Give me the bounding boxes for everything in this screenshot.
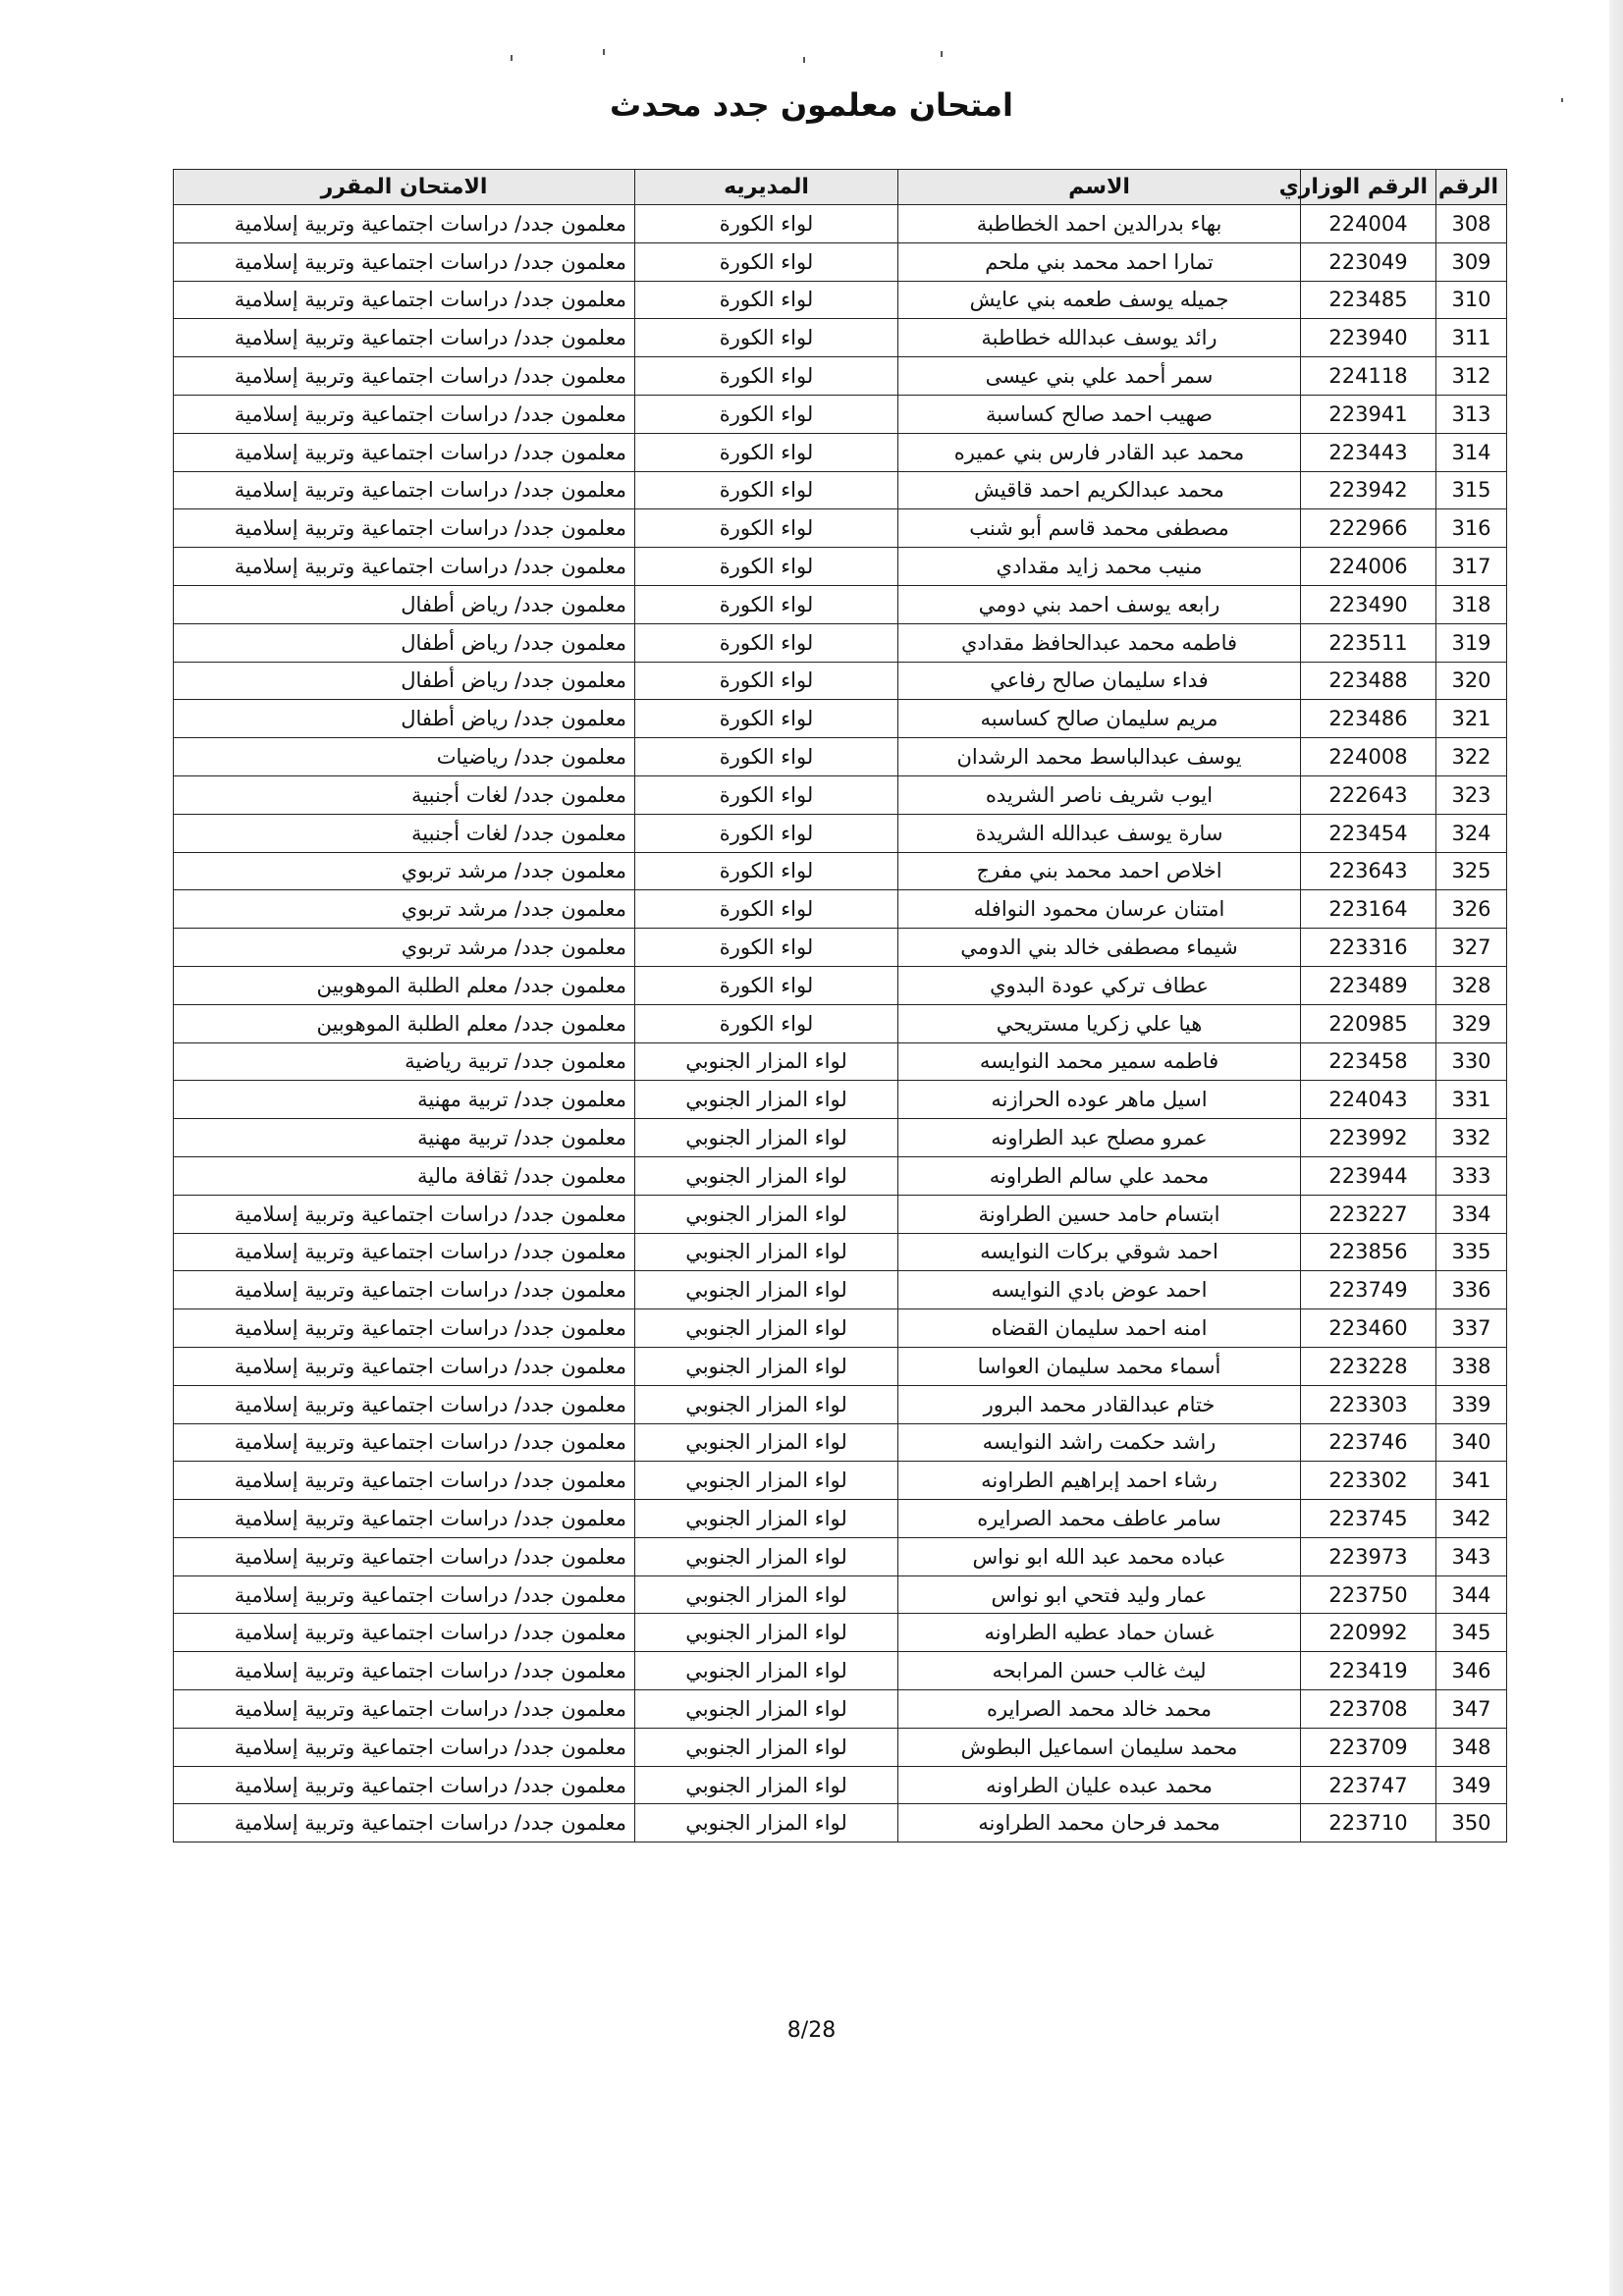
cell-name: صهيب احمد صالح كساسبة (898, 395, 1301, 433)
table-row (174, 281, 1507, 319)
table-row (174, 1690, 1507, 1729)
scan-speck (941, 51, 943, 57)
cell-num: 310 (1436, 281, 1507, 319)
table-row (174, 205, 1507, 243)
cell-name: رابعه يوسف احمد بني دومي (898, 585, 1301, 623)
cell-directorate: لواء الكورة (635, 775, 898, 814)
cell-directorate: لواء المزار الجنوبي (635, 1728, 898, 1766)
cell-name: اخلاص احمد محمد بني مفرج (898, 852, 1301, 890)
cell-ministry-id: 223443 (1301, 433, 1436, 471)
table-row (174, 1614, 1507, 1652)
cell-num: 329 (1436, 1004, 1507, 1042)
cell-num: 325 (1436, 852, 1507, 890)
cell-ministry-id: 223489 (1301, 966, 1436, 1004)
cell-exam: معلمون جدد/ دراسات اجتماعية وتربية إسلامية (174, 1690, 635, 1729)
scan-speck (603, 49, 605, 55)
header-ministry-id: الرقم الوزاري (1301, 170, 1436, 205)
cell-ministry-id: 223709 (1301, 1728, 1436, 1766)
table-row (174, 1766, 1507, 1804)
cell-directorate: لواء المزار الجنوبي (635, 1575, 898, 1614)
cell-num: 334 (1436, 1195, 1507, 1233)
cell-exam: معلمون جدد/ رياض أطفال (174, 662, 635, 700)
table-body (174, 205, 1507, 1842)
cell-name: مصطفى محمد قاسم أبو شنب (898, 509, 1301, 548)
cell-num: 338 (1436, 1347, 1507, 1385)
cell-directorate: لواء المزار الجنوبي (635, 1042, 898, 1081)
cell-ministry-id: 223643 (1301, 852, 1436, 890)
cell-ministry-id: 220985 (1301, 1004, 1436, 1042)
cell-num: 323 (1436, 775, 1507, 814)
table-row (174, 814, 1507, 852)
cell-num: 324 (1436, 814, 1507, 852)
cell-directorate: لواء الكورة (635, 281, 898, 319)
cell-name: تمارا احمد محمد بني ملحم (898, 242, 1301, 281)
cell-exam: معلمون جدد/ تربية مهنية (174, 1081, 635, 1119)
cell-name: جميله يوسف طعمه بني عايش (898, 281, 1301, 319)
cell-exam: معلمون جدد/ دراسات اجتماعية وتربية إسلامية (174, 1652, 635, 1690)
table-row (174, 1500, 1507, 1538)
table-row (174, 738, 1507, 776)
cell-name: رائد يوسف عبدالله خطاطبة (898, 319, 1301, 357)
cell-num: 332 (1436, 1119, 1507, 1157)
table-header-row (174, 170, 1507, 205)
cell-directorate: لواء الكورة (635, 395, 898, 433)
cell-directorate: لواء الكورة (635, 966, 898, 1004)
cell-ministry-id: 223458 (1301, 1042, 1436, 1081)
cell-ministry-id: 224004 (1301, 205, 1436, 243)
cell-ministry-id: 223747 (1301, 1766, 1436, 1804)
cell-name: هيا علي زكريا مستريحي (898, 1004, 1301, 1042)
cell-name: امنه احمد سليمان القضاه (898, 1309, 1301, 1348)
cell-ministry-id: 223941 (1301, 395, 1436, 433)
cell-name: احمد عوض بادي النوايسه (898, 1271, 1301, 1309)
cell-directorate: لواء المزار الجنوبي (635, 1081, 898, 1119)
cell-name: محمد سليمان اسماعيل البطوش (898, 1728, 1301, 1766)
cell-exam: معلمون جدد/ دراسات اجتماعية وتربية إسلامية (174, 509, 635, 548)
cell-num: 313 (1436, 395, 1507, 433)
cell-directorate: لواء الكورة (635, 357, 898, 396)
cell-ministry-id: 222643 (1301, 775, 1436, 814)
cell-num: 327 (1436, 929, 1507, 967)
cell-ministry-id: 223303 (1301, 1385, 1436, 1423)
cell-exam: معلمون جدد/ دراسات اجتماعية وتربية إسلامية (174, 395, 635, 433)
cell-exam: معلمون جدد/ دراسات اجتماعية وتربية إسلامية (174, 1462, 635, 1500)
cell-exam: معلمون جدد/ لغات أجنبية (174, 814, 635, 852)
cell-ministry-id: 223942 (1301, 471, 1436, 509)
cell-exam: معلمون جدد/ دراسات اجتماعية وتربية إسلامية (174, 1804, 635, 1842)
cell-num: 322 (1436, 738, 1507, 776)
cell-num: 335 (1436, 1233, 1507, 1271)
cell-exam: معلمون جدد/ دراسات اجتماعية وتربية إسلامية (174, 548, 635, 586)
cell-num: 336 (1436, 1271, 1507, 1309)
cell-num: 331 (1436, 1081, 1507, 1119)
cell-exam: معلمون جدد/ دراسات اجتماعية وتربية إسلامية (174, 242, 635, 281)
table-row (174, 433, 1507, 471)
cell-ministry-id: 223316 (1301, 929, 1436, 967)
scan-page-edge (1609, 0, 1623, 2296)
header-name: الاسم (898, 170, 1301, 205)
cell-ministry-id: 223856 (1301, 1233, 1436, 1271)
cell-num: 337 (1436, 1309, 1507, 1348)
cell-ministry-id: 223419 (1301, 1652, 1436, 1690)
cell-num: 340 (1436, 1423, 1507, 1462)
cell-ministry-id: 222966 (1301, 509, 1436, 548)
table-row (174, 966, 1507, 1004)
table-row (174, 775, 1507, 814)
table-row (174, 1728, 1507, 1766)
cell-directorate: لواء الكورة (635, 319, 898, 357)
cell-ministry-id: 223460 (1301, 1309, 1436, 1348)
cell-name: سامر عاطف محمد الصرايره (898, 1500, 1301, 1538)
cell-exam: معلمون جدد/ دراسات اجتماعية وتربية إسلامية (174, 357, 635, 396)
table-row (174, 1423, 1507, 1462)
cell-name: محمد عبده عليان الطراونه (898, 1766, 1301, 1804)
cell-exam: معلمون جدد/ رياضيات (174, 738, 635, 776)
cell-num: 345 (1436, 1614, 1507, 1652)
cell-num: 328 (1436, 966, 1507, 1004)
cell-exam: معلمون جدد/ دراسات اجتماعية وتربية إسلامية (174, 1728, 635, 1766)
table-row (174, 1042, 1507, 1081)
cell-directorate: لواء المزار الجنوبي (635, 1537, 898, 1575)
cell-directorate: لواء المزار الجنوبي (635, 1385, 898, 1423)
cell-ministry-id: 223049 (1301, 242, 1436, 281)
cell-name: منيب محمد زايد مقدادي (898, 548, 1301, 586)
cell-directorate: لواء المزار الجنوبي (635, 1119, 898, 1157)
cell-directorate: لواء المزار الجنوبي (635, 1271, 898, 1309)
cell-num: 339 (1436, 1385, 1507, 1423)
cell-ministry-id: 223745 (1301, 1500, 1436, 1538)
cell-name: محمد عبد القادر فارس بني عميره (898, 433, 1301, 471)
cell-num: 318 (1436, 585, 1507, 623)
cell-exam: معلمون جدد/ دراسات اجتماعية وتربية إسلامية (174, 1537, 635, 1575)
table-row (174, 242, 1507, 281)
table-row (174, 471, 1507, 509)
table-row (174, 662, 1507, 700)
cell-num: 309 (1436, 242, 1507, 281)
cell-num: 347 (1436, 1690, 1507, 1729)
cell-directorate: لواء المزار الجنوبي (635, 1423, 898, 1462)
cell-name: امتنان عرسان محمود النوافله (898, 890, 1301, 929)
cell-num: 344 (1436, 1575, 1507, 1614)
table-row (174, 357, 1507, 396)
cell-exam: معلمون جدد/ معلم الطلبة الموهوبين (174, 966, 635, 1004)
cell-num: 350 (1436, 1804, 1507, 1842)
table-row (174, 1233, 1507, 1271)
cell-name: محمد عبدالكريم احمد قاقيش (898, 471, 1301, 509)
cell-ministry-id: 223746 (1301, 1423, 1436, 1462)
cell-directorate: لواء المزار الجنوبي (635, 1347, 898, 1385)
cell-exam: معلمون جدد/ دراسات اجتماعية وتربية إسلامية (174, 1309, 635, 1348)
cell-directorate: لواء المزار الجنوبي (635, 1652, 898, 1690)
cell-num: 316 (1436, 509, 1507, 548)
table-row (174, 585, 1507, 623)
table-row (174, 1537, 1507, 1575)
table-row (174, 1804, 1507, 1842)
cell-ministry-id: 223485 (1301, 281, 1436, 319)
cell-ministry-id: 223490 (1301, 585, 1436, 623)
cell-exam: معلمون جدد/ لغات أجنبية (174, 775, 635, 814)
cell-name: اسيل ماهر عوده الحرازنه (898, 1081, 1301, 1119)
cell-directorate: لواء المزار الجنوبي (635, 1766, 898, 1804)
cell-name: فاطمه سمير محمد النوايسه (898, 1042, 1301, 1081)
cell-exam: معلمون جدد/ دراسات اجتماعية وتربية إسلامية (174, 1233, 635, 1271)
cell-ministry-id: 223228 (1301, 1347, 1436, 1385)
cell-exam: معلمون جدد/ دراسات اجتماعية وتربية إسلامية (174, 205, 635, 243)
cell-num: 312 (1436, 357, 1507, 396)
cell-directorate: لواء الكورة (635, 471, 898, 509)
cell-ministry-id: 223708 (1301, 1690, 1436, 1729)
cell-name: محمد فرحان محمد الطراونه (898, 1804, 1301, 1842)
table-row (174, 929, 1507, 967)
cell-exam: معلمون جدد/ دراسات اجتماعية وتربية إسلامية (174, 1766, 635, 1804)
cell-exam: معلمون جدد/ معلم الطلبة الموهوبين (174, 1004, 635, 1042)
cell-name: مريم سليمان صالح كساسبه (898, 700, 1301, 738)
cell-num: 319 (1436, 623, 1507, 662)
cell-num: 348 (1436, 1728, 1507, 1766)
cell-exam: معلمون جدد/ دراسات اجتماعية وتربية إسلامية (174, 1575, 635, 1614)
cell-exam: معلمون جدد/ دراسات اجتماعية وتربية إسلامية (174, 319, 635, 357)
cell-num: 311 (1436, 319, 1507, 357)
cell-directorate: لواء المزار الجنوبي (635, 1690, 898, 1729)
cell-exam: معلمون جدد/ دراسات اجتماعية وتربية إسلامية (174, 1347, 635, 1385)
table-row (174, 1156, 1507, 1195)
table-row (174, 509, 1507, 548)
scan-speck (803, 57, 805, 63)
cell-exam: معلمون جدد/ دراسات اجتماعية وتربية إسلامية (174, 433, 635, 471)
cell-directorate: لواء الكورة (635, 929, 898, 967)
cell-num: 346 (1436, 1652, 1507, 1690)
cell-name: أسماء محمد سليمان العواسا (898, 1347, 1301, 1385)
cell-directorate: لواء المزار الجنوبي (635, 1462, 898, 1500)
cell-name: ابتسام حامد حسين الطراونة (898, 1195, 1301, 1233)
cell-directorate: لواء الكورة (635, 1004, 898, 1042)
cell-ministry-id: 224043 (1301, 1081, 1436, 1119)
cell-ministry-id: 223944 (1301, 1156, 1436, 1195)
header-num: الرقم (1436, 170, 1507, 205)
cell-name: رشاء احمد إبراهيم الطراونه (898, 1462, 1301, 1500)
cell-exam: معلمون جدد/ دراسات اجتماعية وتربية إسلامية (174, 1423, 635, 1462)
cell-directorate: لواء الكورة (635, 623, 898, 662)
cell-num: 317 (1436, 548, 1507, 586)
cell-exam: معلمون جدد/ رياض أطفال (174, 700, 635, 738)
cell-name: غسان حماد عطيه الطراونه (898, 1614, 1301, 1652)
cell-ministry-id: 223992 (1301, 1119, 1436, 1157)
table-row (174, 1652, 1507, 1690)
cell-ministry-id: 223511 (1301, 623, 1436, 662)
table-row (174, 1004, 1507, 1042)
cell-ministry-id: 223940 (1301, 319, 1436, 357)
cell-exam: معلمون جدد/ ثقافة مالية (174, 1156, 635, 1195)
table-row (174, 1309, 1507, 1348)
table-row (174, 1119, 1507, 1157)
cell-exam: معلمون جدد/ دراسات اجتماعية وتربية إسلامية (174, 281, 635, 319)
cell-exam: معلمون جدد/ رياض أطفال (174, 585, 635, 623)
cell-directorate: لواء الكورة (635, 852, 898, 890)
cell-name: راشد حكمت راشد النوايسه (898, 1423, 1301, 1462)
cell-name: ليث غالب حسن المرابحه (898, 1652, 1301, 1690)
cell-name: يوسف عبدالباسط محمد الرشدان (898, 738, 1301, 776)
cell-directorate: لواء الكورة (635, 585, 898, 623)
candidates-table (173, 169, 1507, 1842)
cell-directorate: لواء الكورة (635, 242, 898, 281)
cell-exam: معلمون جدد/ دراسات اجتماعية وتربية إسلامية (174, 1385, 635, 1423)
page-title: امتحان معلمون جدد محدث (610, 86, 1013, 124)
cell-directorate: لواء الكورة (635, 433, 898, 471)
cell-directorate: لواء المزار الجنوبي (635, 1500, 898, 1538)
header-exam: الامتحان المقرر (174, 170, 635, 205)
cell-num: 314 (1436, 433, 1507, 471)
cell-directorate: لواء المزار الجنوبي (635, 1233, 898, 1271)
cell-name: احمد شوقي بركات النوايسه (898, 1233, 1301, 1271)
cell-ministry-id: 224006 (1301, 548, 1436, 586)
cell-ministry-id: 223164 (1301, 890, 1436, 929)
cell-ministry-id: 223227 (1301, 1195, 1436, 1233)
cell-directorate: لواء الكورة (635, 662, 898, 700)
table-row (174, 548, 1507, 586)
table-row (174, 1575, 1507, 1614)
scan-speck (511, 55, 513, 61)
cell-ministry-id: 223750 (1301, 1575, 1436, 1614)
cell-name: عطاف تركي عودة البدوي (898, 966, 1301, 1004)
table-row (174, 1081, 1507, 1119)
cell-directorate: لواء المزار الجنوبي (635, 1309, 898, 1348)
table-row (174, 1195, 1507, 1233)
cell-exam: معلمون جدد/ مرشد تربوي (174, 929, 635, 967)
cell-exam: معلمون جدد/ دراسات اجتماعية وتربية إسلامية (174, 1195, 635, 1233)
cell-exam: معلمون جدد/ تربية مهنية (174, 1119, 635, 1157)
cell-name: شيماء مصطفى خالد بني الدومي (898, 929, 1301, 967)
cell-directorate: لواء المزار الجنوبي (635, 1156, 898, 1195)
cell-name: عمار وليد فتحي ابو نواس (898, 1575, 1301, 1614)
page-number: 8/28 (786, 2018, 837, 2043)
cell-name: فداء سليمان صالح رفاعي (898, 662, 1301, 700)
cell-num: 330 (1436, 1042, 1507, 1081)
cell-ministry-id: 223302 (1301, 1462, 1436, 1500)
cell-num: 315 (1436, 471, 1507, 509)
table-row (174, 1462, 1507, 1500)
table-row (174, 1385, 1507, 1423)
cell-ministry-id: 220992 (1301, 1614, 1436, 1652)
cell-num: 349 (1436, 1766, 1507, 1804)
table-row (174, 623, 1507, 662)
cell-directorate: لواء الكورة (635, 738, 898, 776)
cell-name: فاطمه محمد عبدالحافظ مقدادي (898, 623, 1301, 662)
cell-exam: معلمون جدد/ دراسات اجتماعية وتربية إسلامية (174, 1271, 635, 1309)
cell-ministry-id: 223710 (1301, 1804, 1436, 1842)
cell-name: ختام عبدالقادر محمد البرور (898, 1385, 1301, 1423)
cell-ministry-id: 224008 (1301, 738, 1436, 776)
cell-exam: معلمون جدد/ رياض أطفال (174, 623, 635, 662)
cell-directorate: لواء الكورة (635, 890, 898, 929)
cell-ministry-id: 224118 (1301, 357, 1436, 396)
cell-name: سارة يوسف عبدالله الشريدة (898, 814, 1301, 852)
cell-num: 326 (1436, 890, 1507, 929)
table-row (174, 395, 1507, 433)
cell-num: 341 (1436, 1462, 1507, 1500)
cell-exam: معلمون جدد/ مرشد تربوي (174, 852, 635, 890)
table-row (174, 1271, 1507, 1309)
table-row (174, 890, 1507, 929)
cell-ministry-id: 223973 (1301, 1537, 1436, 1575)
table-row (174, 319, 1507, 357)
header-directorate: المديريه (635, 170, 898, 205)
table-row (174, 700, 1507, 738)
cell-num: 342 (1436, 1500, 1507, 1538)
cell-name: سمر أحمد علي بني عيسى (898, 357, 1301, 396)
cell-directorate: لواء الكورة (635, 814, 898, 852)
cell-directorate: لواء الكورة (635, 548, 898, 586)
cell-name: بهاء بدرالدين احمد الخطاطبة (898, 205, 1301, 243)
table-row (174, 852, 1507, 890)
table-row (174, 1347, 1507, 1385)
cell-directorate: لواء الكورة (635, 700, 898, 738)
cell-ministry-id: 223749 (1301, 1271, 1436, 1309)
cell-name: عمرو مصلح عبد الطراونه (898, 1119, 1301, 1157)
cell-directorate: لواء الكورة (635, 509, 898, 548)
cell-name: محمد خالد محمد الصرايره (898, 1690, 1301, 1729)
cell-directorate: لواء المزار الجنوبي (635, 1804, 898, 1842)
cell-exam: معلمون جدد/ دراسات اجتماعية وتربية إسلامية (174, 471, 635, 509)
cell-exam: معلمون جدد/ دراسات اجتماعية وتربية إسلامية (174, 1614, 635, 1652)
cell-num: 308 (1436, 205, 1507, 243)
cell-directorate: لواء المزار الجنوبي (635, 1614, 898, 1652)
cell-ministry-id: 223454 (1301, 814, 1436, 852)
cell-name: ايوب شريف ناصر الشريده (898, 775, 1301, 814)
cell-ministry-id: 223486 (1301, 700, 1436, 738)
cell-num: 321 (1436, 700, 1507, 738)
cell-exam: معلمون جدد/ مرشد تربوي (174, 890, 635, 929)
cell-directorate: لواء الكورة (635, 205, 898, 243)
cell-exam: معلمون جدد/ تربية رياضية (174, 1042, 635, 1081)
cell-num: 320 (1436, 662, 1507, 700)
cell-directorate: لواء المزار الجنوبي (635, 1195, 898, 1233)
cell-exam: معلمون جدد/ دراسات اجتماعية وتربية إسلامية (174, 1500, 635, 1538)
cell-ministry-id: 223488 (1301, 662, 1436, 700)
cell-num: 343 (1436, 1537, 1507, 1575)
cell-name: عباده محمد عبد الله ابو نواس (898, 1537, 1301, 1575)
cell-name: محمد علي سالم الطراونه (898, 1156, 1301, 1195)
cell-num: 333 (1436, 1156, 1507, 1195)
